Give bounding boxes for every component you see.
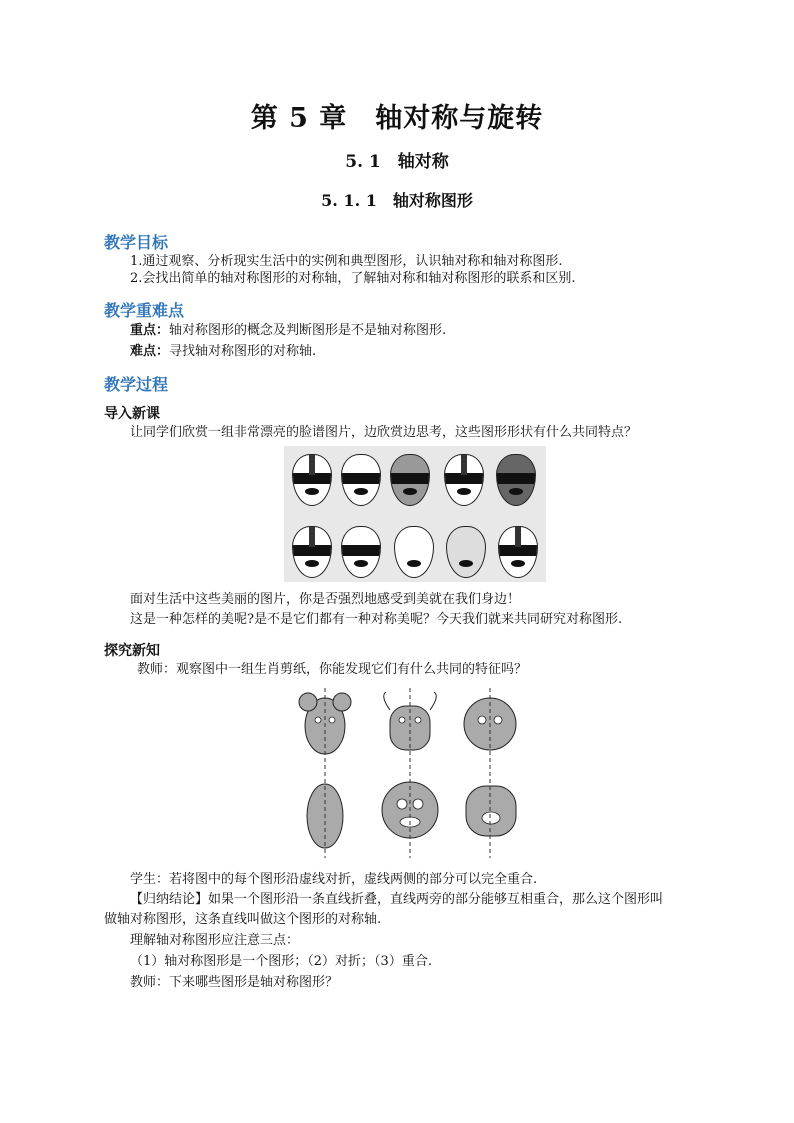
key-point-line — [130, 323, 446, 339]
conclusion-line-1: 【归纳结论】如果一个图形沿一条直线折叠，直线两旁的部分能够互相重合，那么这个图形叫 — [130, 892, 664, 907]
difficult-text: 寻找轴对称图形的对称轴. — [169, 344, 317, 359]
mask-1 — [292, 454, 332, 506]
goal-item-1: 1.通过观察、分析现实生活中的实例和典型图形，认识轴对称和轴对称图形. — [130, 254, 563, 269]
rat-ear-right — [333, 693, 351, 711]
mask-5 — [496, 454, 536, 506]
key-label: 重点： — [130, 323, 170, 338]
mask-3 — [390, 454, 430, 506]
goals-heading: 教学目标 — [104, 233, 169, 252]
explore-heading: 探究新知 — [104, 643, 160, 659]
teacher-question-2: 教师：下来哪些图形是轴对称图形？ — [130, 975, 339, 990]
three-points-text: （1）轴对称图形是一个图形；（2）对折；（3）重合. — [130, 954, 432, 969]
understand-text: 理解轴对称图形应注意三点： — [130, 933, 300, 948]
subsection-title: 5. 1. 1 轴对称图形 — [321, 191, 473, 210]
key-points-heading: 教学重难点 — [104, 301, 185, 320]
student-answer: 学生：若将图中的每个图形沿虚线对折，虚线两侧的部分可以完全重合. — [130, 872, 538, 887]
chapter-title: 第 5 章 轴对称与旋转 — [250, 103, 544, 134]
mask-6 — [292, 526, 332, 578]
mask-10 — [498, 526, 538, 578]
zodiac-paper-cuts-figure — [290, 688, 530, 858]
mask-9 — [446, 526, 486, 578]
mask-2 — [341, 454, 381, 506]
after-photo-text-2: 这是一种怎样的美呢?是不是它们都有一种对称美呢？今天我们就来共同研究对称图形. — [130, 612, 623, 627]
mask-4 — [444, 454, 484, 506]
pig-cut — [466, 786, 516, 836]
difficult-point-line — [130, 344, 316, 360]
after-photo-text-1: 面对生活中这些美丽的图片，你是否强烈地感受到美就在我们身边！ — [130, 592, 521, 607]
intro-text: 让同学们欣赏一组非常漂亮的脸谱图片，边欣赏边思考，这些图形形状有什么共同特点？ — [130, 425, 638, 440]
mask-7 — [341, 526, 381, 578]
intro-heading: 导入新课 — [104, 406, 160, 422]
process-heading: 教学过程 — [104, 375, 169, 394]
mask-8 — [394, 526, 434, 578]
key-text: 轴对称图形的概念及判断图形是不是轴对称图形. — [169, 323, 447, 338]
rat-ear-left — [299, 693, 317, 711]
goal-item-2: 2.会找出简单的轴对称图形的对称轴，了解轴对称和轴对称图形的联系和区别. — [130, 271, 576, 286]
difficult-label: 难点： — [130, 344, 170, 359]
conclusion-line-2: 做轴对称图形，这条直线叫做这个图形的对称轴. — [104, 912, 382, 927]
section-title: 5. 1 轴对称 — [345, 152, 449, 172]
teacher-question-1: 教师：观察图中一组生肖剪纸，你能发现它们有什么共同的特征吗？ — [137, 662, 528, 677]
opera-masks-photo — [284, 446, 546, 582]
